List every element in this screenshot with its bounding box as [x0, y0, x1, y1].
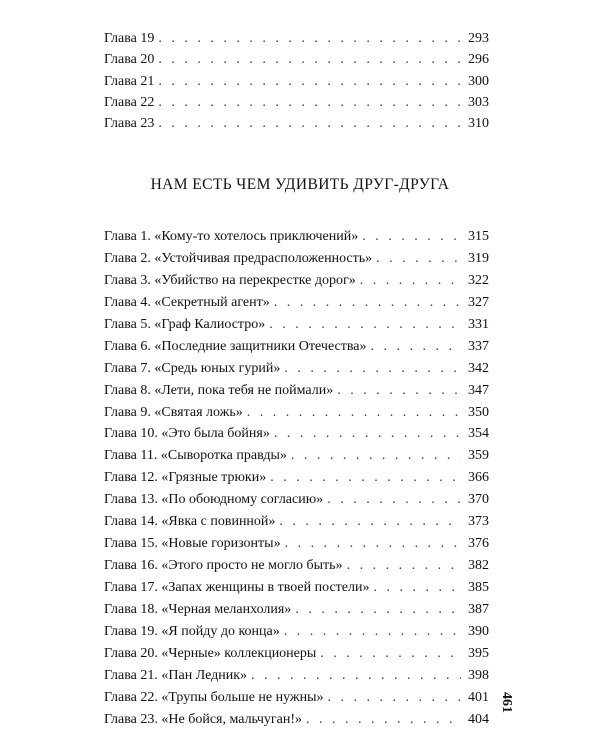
- toc-entry: [104, 425, 489, 447]
- dot-leader: [362, 228, 461, 246]
- dot-leader: [158, 30, 461, 48]
- toc-entry: [104, 447, 489, 469]
- toc-entry-page: 382: [468, 558, 489, 574]
- dot-leader: [279, 513, 461, 531]
- dot-leader: [376, 250, 461, 268]
- section-title: НАМ ЕСТЬ ЧЕМ УДИВИТЬ ДРУГ-ДРУГА: [150, 176, 450, 193]
- toc-entry-page: 376: [468, 536, 489, 552]
- toc-list: [104, 228, 489, 733]
- toc-entry-label: Глава 16. «Этого просто не могло быть»: [104, 558, 343, 574]
- toc-entry: [104, 294, 489, 316]
- dot-leader: [270, 469, 461, 487]
- toc-entry-label: Глава 9. «Святая ложь»: [104, 404, 243, 420]
- dot-leader: [327, 491, 461, 509]
- toc-entry-label: Глава 19. «Я пойду до конца»: [104, 623, 280, 639]
- toc-entry-label: Глава 18. «Черная меланхолия»: [104, 601, 292, 617]
- toc-entry-label: Глава 15. «Новые горизонты»: [104, 536, 281, 552]
- toc-entry-label: Глава 20. «Черные» коллекционеры: [104, 645, 317, 661]
- toc-entry-page: 404: [468, 711, 489, 727]
- toc-entry: [104, 557, 489, 579]
- toc-entry-page: 347: [468, 382, 489, 398]
- toc-entry-label: Глава 2. «Устойчивая предрасположенность»: [104, 250, 373, 266]
- dot-leader: [251, 667, 461, 685]
- dot-leader: [360, 272, 461, 290]
- toc-entry-label: Глава 7. «Средь юных гурий»: [104, 360, 281, 376]
- dot-leader: [274, 294, 461, 312]
- dot-leader: [295, 601, 461, 619]
- toc-entry-label: Глава 1. «Кому-то хотелось приключений»: [104, 229, 359, 244]
- toc-entry-label: Глава 22. «Трупы больше не нужны»: [104, 689, 324, 705]
- toc-entry-label: Глава 14. «Явка с повинной»: [104, 514, 276, 530]
- toc-entry: [104, 667, 489, 689]
- dot-leader: [320, 645, 461, 663]
- dot-leader: [284, 360, 461, 378]
- dot-leader: [274, 425, 461, 443]
- dot-leader: [285, 535, 461, 553]
- toc-entry-label: Глава 13. «По обоюдному согласию»: [104, 492, 324, 508]
- toc-entry-label: Глава 12. «Грязные трюки»: [104, 470, 267, 486]
- toc-entry-page: 322: [468, 272, 489, 288]
- toc-entry-label: Глава 17. «Запах женщины в твоей постели»: [104, 580, 370, 595]
- dot-leader: [247, 404, 461, 422]
- toc-entry-page: 315: [468, 229, 489, 244]
- dot-leader: [328, 689, 461, 707]
- toc-entry-label: Глава 21. «Пан Ледник»: [104, 667, 248, 683]
- toc-entry-page: 337: [468, 338, 489, 354]
- dot-leader: [370, 338, 461, 356]
- toc-entry-label: Глава 21: [104, 73, 155, 89]
- dot-leader: [158, 73, 461, 91]
- toc-entry-page: 401: [468, 689, 489, 705]
- toc-entry: [104, 491, 489, 513]
- toc-entry: [104, 360, 489, 382]
- toc-entry-page: 319: [468, 250, 489, 266]
- toc-entry: [104, 250, 489, 272]
- toc-entry-page: 342: [468, 360, 489, 376]
- dot-leader: [306, 711, 461, 729]
- page-number: 461: [499, 692, 514, 713]
- dot-leader: [337, 382, 461, 400]
- toc-entry-page: 387: [468, 601, 489, 617]
- toc-entry: [104, 228, 489, 250]
- toc-entry-label: Глава 11. «Сыворотка правды»: [104, 448, 287, 464]
- toc-entry-label: Глава 23: [104, 116, 155, 132]
- toc-list-previous-part: [104, 30, 489, 136]
- toc-entry: [104, 51, 489, 72]
- toc-entry: [104, 601, 489, 623]
- toc-entry-page: 366: [468, 470, 489, 486]
- toc-entry: [104, 579, 489, 601]
- toc-entry-page: 331: [468, 316, 489, 332]
- toc-entry-label: Глава 3. «Убийство на перекрестке дорог»: [104, 272, 356, 288]
- toc-entry: [104, 689, 489, 711]
- toc-entry-page: 327: [468, 294, 489, 310]
- toc-entry: [104, 115, 489, 136]
- toc-entry-page: 398: [468, 667, 489, 683]
- dot-leader: [158, 94, 461, 112]
- dot-leader: [373, 579, 461, 597]
- toc-entry-label: Глава 22: [104, 94, 155, 110]
- dot-leader: [269, 316, 461, 334]
- toc-entry: [104, 645, 489, 667]
- dot-leader: [158, 115, 461, 133]
- dot-leader: [284, 623, 461, 641]
- toc-entry: [104, 316, 489, 338]
- toc-entry-label: Глава 23. «Не бойся, мальчуган!»: [104, 711, 303, 727]
- toc-entry: [104, 404, 489, 426]
- dot-leader: [158, 51, 461, 69]
- dot-leader: [347, 557, 461, 575]
- toc-entry: [104, 338, 489, 360]
- toc-entry-label: Глава 4. «Секретный агент»: [104, 294, 270, 310]
- toc-entry: [104, 272, 489, 294]
- toc-entry-label: Глава 5. «Граф Калиостро»: [104, 316, 266, 332]
- toc-entry: [104, 30, 489, 51]
- toc-entry-page: 373: [468, 514, 489, 530]
- toc-entry-label: Глава 6. «Последние защитники Отечества»: [104, 338, 367, 354]
- toc-entry-page: 296: [468, 52, 489, 68]
- toc-entry-page: 370: [468, 492, 489, 508]
- toc-entry-page: 390: [468, 623, 489, 639]
- toc-entry-label: Глава 20: [104, 52, 155, 68]
- toc-entry: [104, 513, 489, 535]
- toc-entry: [104, 623, 489, 645]
- dot-leader: [291, 447, 461, 465]
- toc-entry-page: 310: [468, 116, 489, 132]
- toc-entry-label: Глава 10. «Это была бойня»: [104, 426, 270, 442]
- toc-entry-page: 293: [468, 31, 489, 46]
- toc-entry-page: 395: [468, 645, 489, 661]
- toc-entry: [104, 711, 489, 733]
- toc-entry-label: Глава 8. «Лети, пока тебя не поймали»: [104, 382, 334, 398]
- toc-entry: [104, 94, 489, 115]
- toc-entry: [104, 469, 489, 491]
- toc-entry-page: 385: [468, 580, 489, 595]
- toc-entry: [104, 382, 489, 404]
- toc-entry-page: 350: [468, 404, 489, 420]
- toc-entry-page: 359: [468, 448, 489, 464]
- toc-entry-page: 300: [468, 73, 489, 89]
- toc-entry-page: 303: [468, 94, 489, 110]
- toc-entry-label: Глава 19: [104, 31, 155, 46]
- toc-entry: [104, 535, 489, 557]
- toc-entry-page: 354: [468, 426, 489, 442]
- toc-entry: [104, 73, 489, 94]
